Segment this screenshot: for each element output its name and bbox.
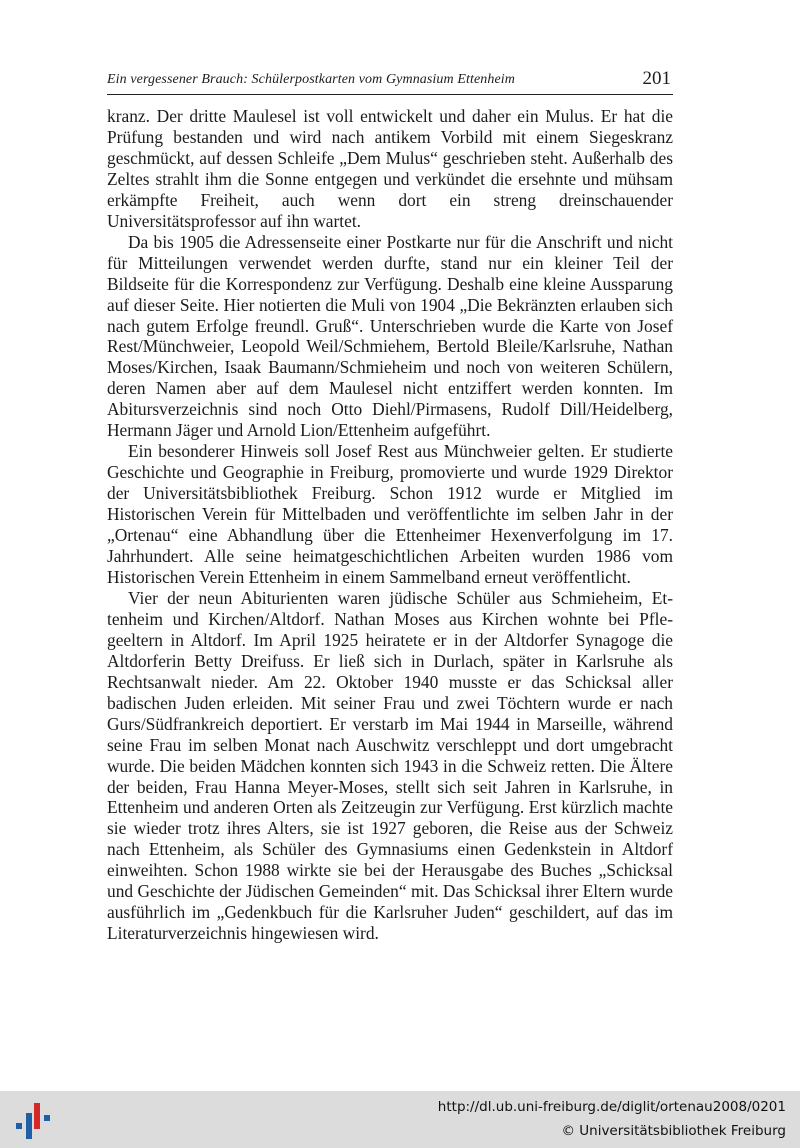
footer-bar bbox=[0, 1091, 800, 1148]
page-header bbox=[107, 64, 673, 95]
copyright-notice: © Universitätsbibliothek Freiburg bbox=[561, 1123, 786, 1139]
paragraph: Vier der neun Abiturienten waren jüdische Schüler aus Schmieheim, Ettenheim und Kirchen/Altdorf. Nathan Moses aus Kirchen wohnte bei Pflegeeltern in Altdorf. Im April 1925 heiratete er in der Altdorfer Synagoge die Altdorferin Betty Dreifuss. Er ließ sich in Durlach, später in Karlsruhe als Rechtsanwalt nieder. Am 22. Oktober 1940 musste er das Schicksal aller badischen Juden erleiden. Mit seiner Frau und zwei Töchtern wurde er nach Gurs/Südfrankreich deportiert. Er verstarb im Mai 1944 in Marseille, während seine Frau im selben Monat nach Auschwitz verschleppt und dort umgebracht wurde. Die beiden Mädchen konnten sich 1943 in die Schweiz retten. Die Ältere der beiden, Frau Hanna Meyer-Moses, stellt sich seit Jahren in Karlsruhe, in Ettenheim und anderen Orten als Zeitzeugin zur Verfügung. Erst kürzlich machte sie wieder trotz ihres Alters, sie ist 1927 geboren, die Reise aus der Schweiz nach Ettenheim, als Schüler des Gymnasiums einen Gedenkstein in Altdorf einweihten. Schon 1988 wirkte sie bei der Herausgabe des Buches „Schicksal und Geschichte der Jüdischen Gemeinden“ mit. Das Schicksal ihrer Eltern wurde ausführlich im „Gedenkbuch für die Karlsruher Juden“ geschildert, auf das im Literaturverzeichnis hingewiesen wird. bbox=[107, 587, 673, 944]
paragraph: kranz. Der dritte Maulesel ist voll entwickelt und daher ein Mulus. Er hat die Prüfung bestanden und wird nach antikem Vorbild mit einem Siegeskranz geschmückt, auf dessen Schleife „Dem Mulus“ geschrieben steht. Außerhalb des Zeltes strahlt ihm die Sonne entgegen und verkündet die ersehnte und mühsam erkämpfte Freiheit, auch wenn dort ein streng dreinschauender Universitätsprofessor auf ihn wartet. bbox=[107, 106, 673, 231]
page-number: 201 bbox=[642, 68, 671, 89]
ub-freiburg-logo-icon bbox=[14, 1101, 50, 1141]
paragraph: Ein besonderer Hinweis soll Josef Rest aus Münchweier gelten. Er studierte Geschichte und Geographie in Freiburg, promovierte und wurde 1929 Direktor der Universitätsbibliothek Freiburg. Schon 1912 wurde er Mitglied im Historischen Verein für Mittelbaden und veröffentlichte im selben Jahr in der „Ortenau“ eine Abhandlung über die Ettenheimer Hexenverfolgung im 17. Jahrhundert. Alle seine heimatgeschichtlichen Arbeiten wurden 1986 vom Historischen Verein Ettenheim in einem Sammelband erneut veröffentlicht. bbox=[107, 441, 673, 587]
body-text bbox=[107, 106, 673, 944]
source-url-link[interactable]: http://dl.ub.uni-freiburg.de/diglit/ortenau2008/0201 bbox=[437, 1099, 786, 1115]
running-title: Ein vergessener Brauch: Schülerpostkarten vom Gymnasium Ettenheim bbox=[107, 72, 515, 87]
paragraph: Da bis 1905 die Adressenseite einer Postkarte nur für die Anschrift und nicht für Mitteilungen verwendet werden durfte, stand nur ein kleiner Teil der Bildseite für die Korrespondenz zur Verfügung. Deshalb eine kleine Aussparung auf dieser Seite. Hier notierten die Muli von 1904 „Die Bekränzten erlauben sich nach gutem Erfolge freundl. Gruß“. Unterschrieben wurde die Karte von Josef Rest/Münchweier, Leopold Weil/Schmiehem, Bertold Bleile/Karlsruhe, Nathan Moses/Kirchen, Isaak Baumann/​Schmieheim und noch von weiteren Schülern, deren Namen aber auf dem Maulesel nicht entziffert werden konnten. Im Abitursverzeichnis sind noch Otto Diehl/Pirmasens, Rudolf Dill/Heidelberg, Hermann Jäger und Arnold Lion/Ettenheim aufgeführt. bbox=[107, 231, 673, 441]
